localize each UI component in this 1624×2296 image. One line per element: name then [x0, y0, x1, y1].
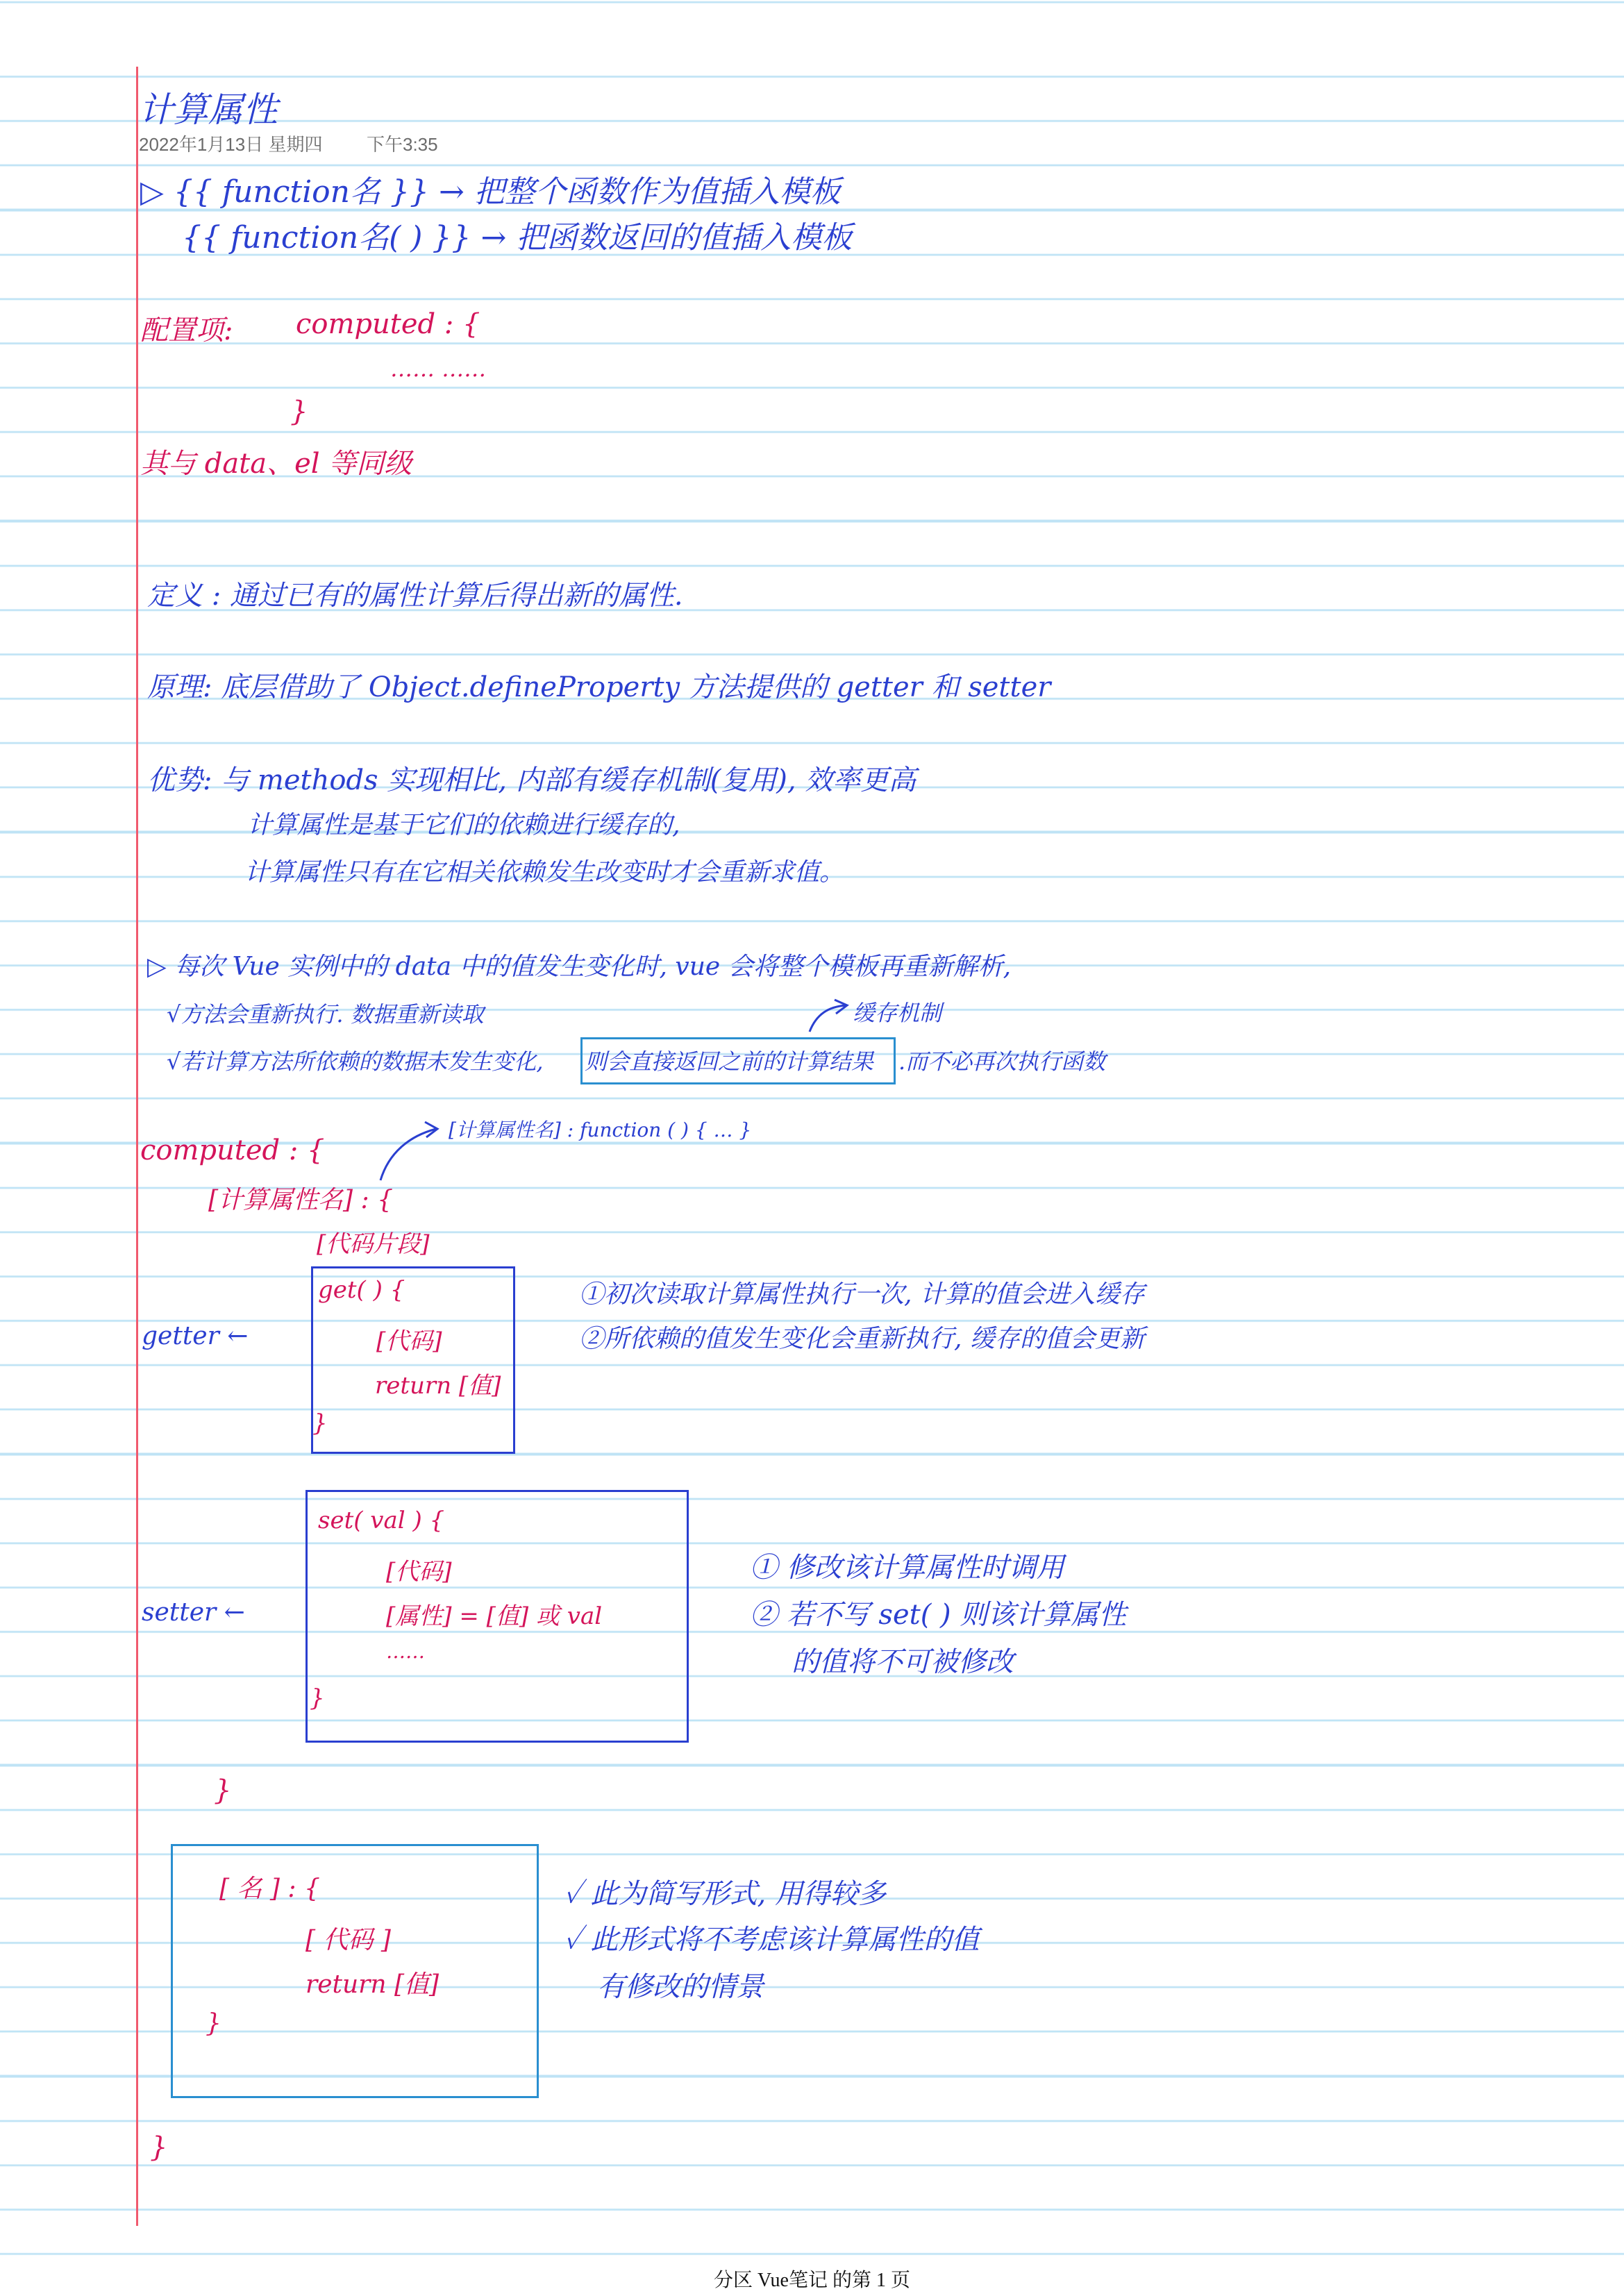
- snippet: [代码片段]: [317, 1230, 430, 1258]
- warn-1: ▷ 每次 Vue 实例中的 data 中的值发生变化时, vue 会将整个模板再重新解析,: [147, 953, 1012, 981]
- get-close: }: [312, 1409, 328, 1437]
- warn-3c: .而不必再次执行函数: [898, 1048, 1106, 1075]
- get-open: get( ) {: [318, 1276, 405, 1304]
- note-line-1: ▷ {{ function名 }} → 把整个函数作为值插入模板: [140, 174, 841, 210]
- margin-line: [136, 67, 138, 2226]
- config-close: }: [290, 396, 308, 428]
- short-open: [ 名 ] : {: [219, 1875, 320, 1903]
- set-assign: [属性] = [值] 或 val: [386, 1602, 603, 1630]
- note-line-2: {{ function名( ) }} → 把函数返回的值插入模板: [182, 220, 853, 255]
- advantage-2: 计算属性是基于它们的依赖进行缓存的,: [247, 811, 680, 839]
- name-line: [计算属性名] : {: [208, 1186, 394, 1214]
- arrow-to-cache-head: [835, 1000, 847, 1014]
- outer-close: }: [150, 2131, 168, 2163]
- arrow-to-alt-form: [380, 1129, 436, 1180]
- setter-note-2: ② 若不写 set( ) 则该计算属性: [750, 1599, 1127, 1631]
- set-dots: ……: [386, 1640, 425, 1663]
- arrow-to-cache: [810, 1005, 846, 1032]
- setter-note-3: 的值将不可被修改: [792, 1646, 1014, 1678]
- config-label: 配置项:: [140, 315, 233, 346]
- page-date: 2022年1月13日 星期四: [139, 134, 323, 155]
- page-title: 计算属性: [139, 90, 278, 130]
- warn-3b: 则会直接返回之前的计算结果: [585, 1048, 874, 1075]
- short-return: return [值]: [305, 1970, 440, 1999]
- short-close: }: [206, 2009, 221, 2038]
- set-code: [代码]: [386, 1558, 452, 1586]
- advantage-3: 计算属性只有在它相关依赖发生改变时才会重新求值。: [244, 858, 845, 887]
- setter-label: setter ←: [142, 1598, 245, 1627]
- warn-2: √方法会重新执行. 数据重新读取: [167, 1001, 484, 1028]
- warn-cache: 缓存机制: [853, 1000, 942, 1026]
- short-note-3: 有修改的情景: [597, 1971, 764, 2003]
- short-note-1: ✓ 此为简写形式, 用得较多: [564, 1878, 886, 1910]
- page-time: 下午3:35: [367, 134, 438, 155]
- alt-form: [计算属性名] : function ( ) { … }: [449, 1118, 752, 1141]
- get-return: return [值]: [375, 1372, 501, 1400]
- computed-open: computed : {: [140, 1134, 325, 1166]
- principle: 原理: 底层借助了 Object.defineProperty 方法提供的 getter 和 setter: [147, 671, 1051, 703]
- config-code: computed : {: [296, 308, 480, 340]
- short-note-2: ✓ 此形式将不考虑该计算属性的值: [564, 1924, 980, 1956]
- set-open: set( val ) {: [318, 1507, 445, 1534]
- short-code: [ 代码 ]: [305, 1926, 391, 1954]
- definition: 定义 : 通过已有的属性计算后得出新的属性.: [147, 580, 683, 612]
- arrow-to-alt-form-head: [425, 1122, 437, 1137]
- getter-note-2: ②所依赖的值发生变化会重新执行, 缓存的值会更新: [579, 1325, 1145, 1353]
- config-note: 其与 data、el 等同级: [140, 448, 412, 480]
- page-footer: 分区 Vue笔记 的第 1 页: [714, 2270, 910, 2291]
- setter-note-1: ① 修改该计算属性时调用: [750, 1552, 1064, 1584]
- warn-3a: √若计算方法所依赖的数据未发生变化,: [167, 1048, 544, 1075]
- set-close: }: [310, 1684, 325, 1712]
- getter-note-1: ①初次读取计算属性执行一次, 计算的值会进入缓存: [579, 1280, 1145, 1309]
- advantage-1: 优势: 与 methods 实现相比, 内部有缓存机制(复用), 效率更高: [147, 764, 916, 796]
- get-code: [代码]: [376, 1327, 442, 1355]
- getter-label: getter ←: [142, 1322, 249, 1350]
- inner-close: }: [214, 1775, 232, 1807]
- config-dots: …… ……: [390, 355, 487, 382]
